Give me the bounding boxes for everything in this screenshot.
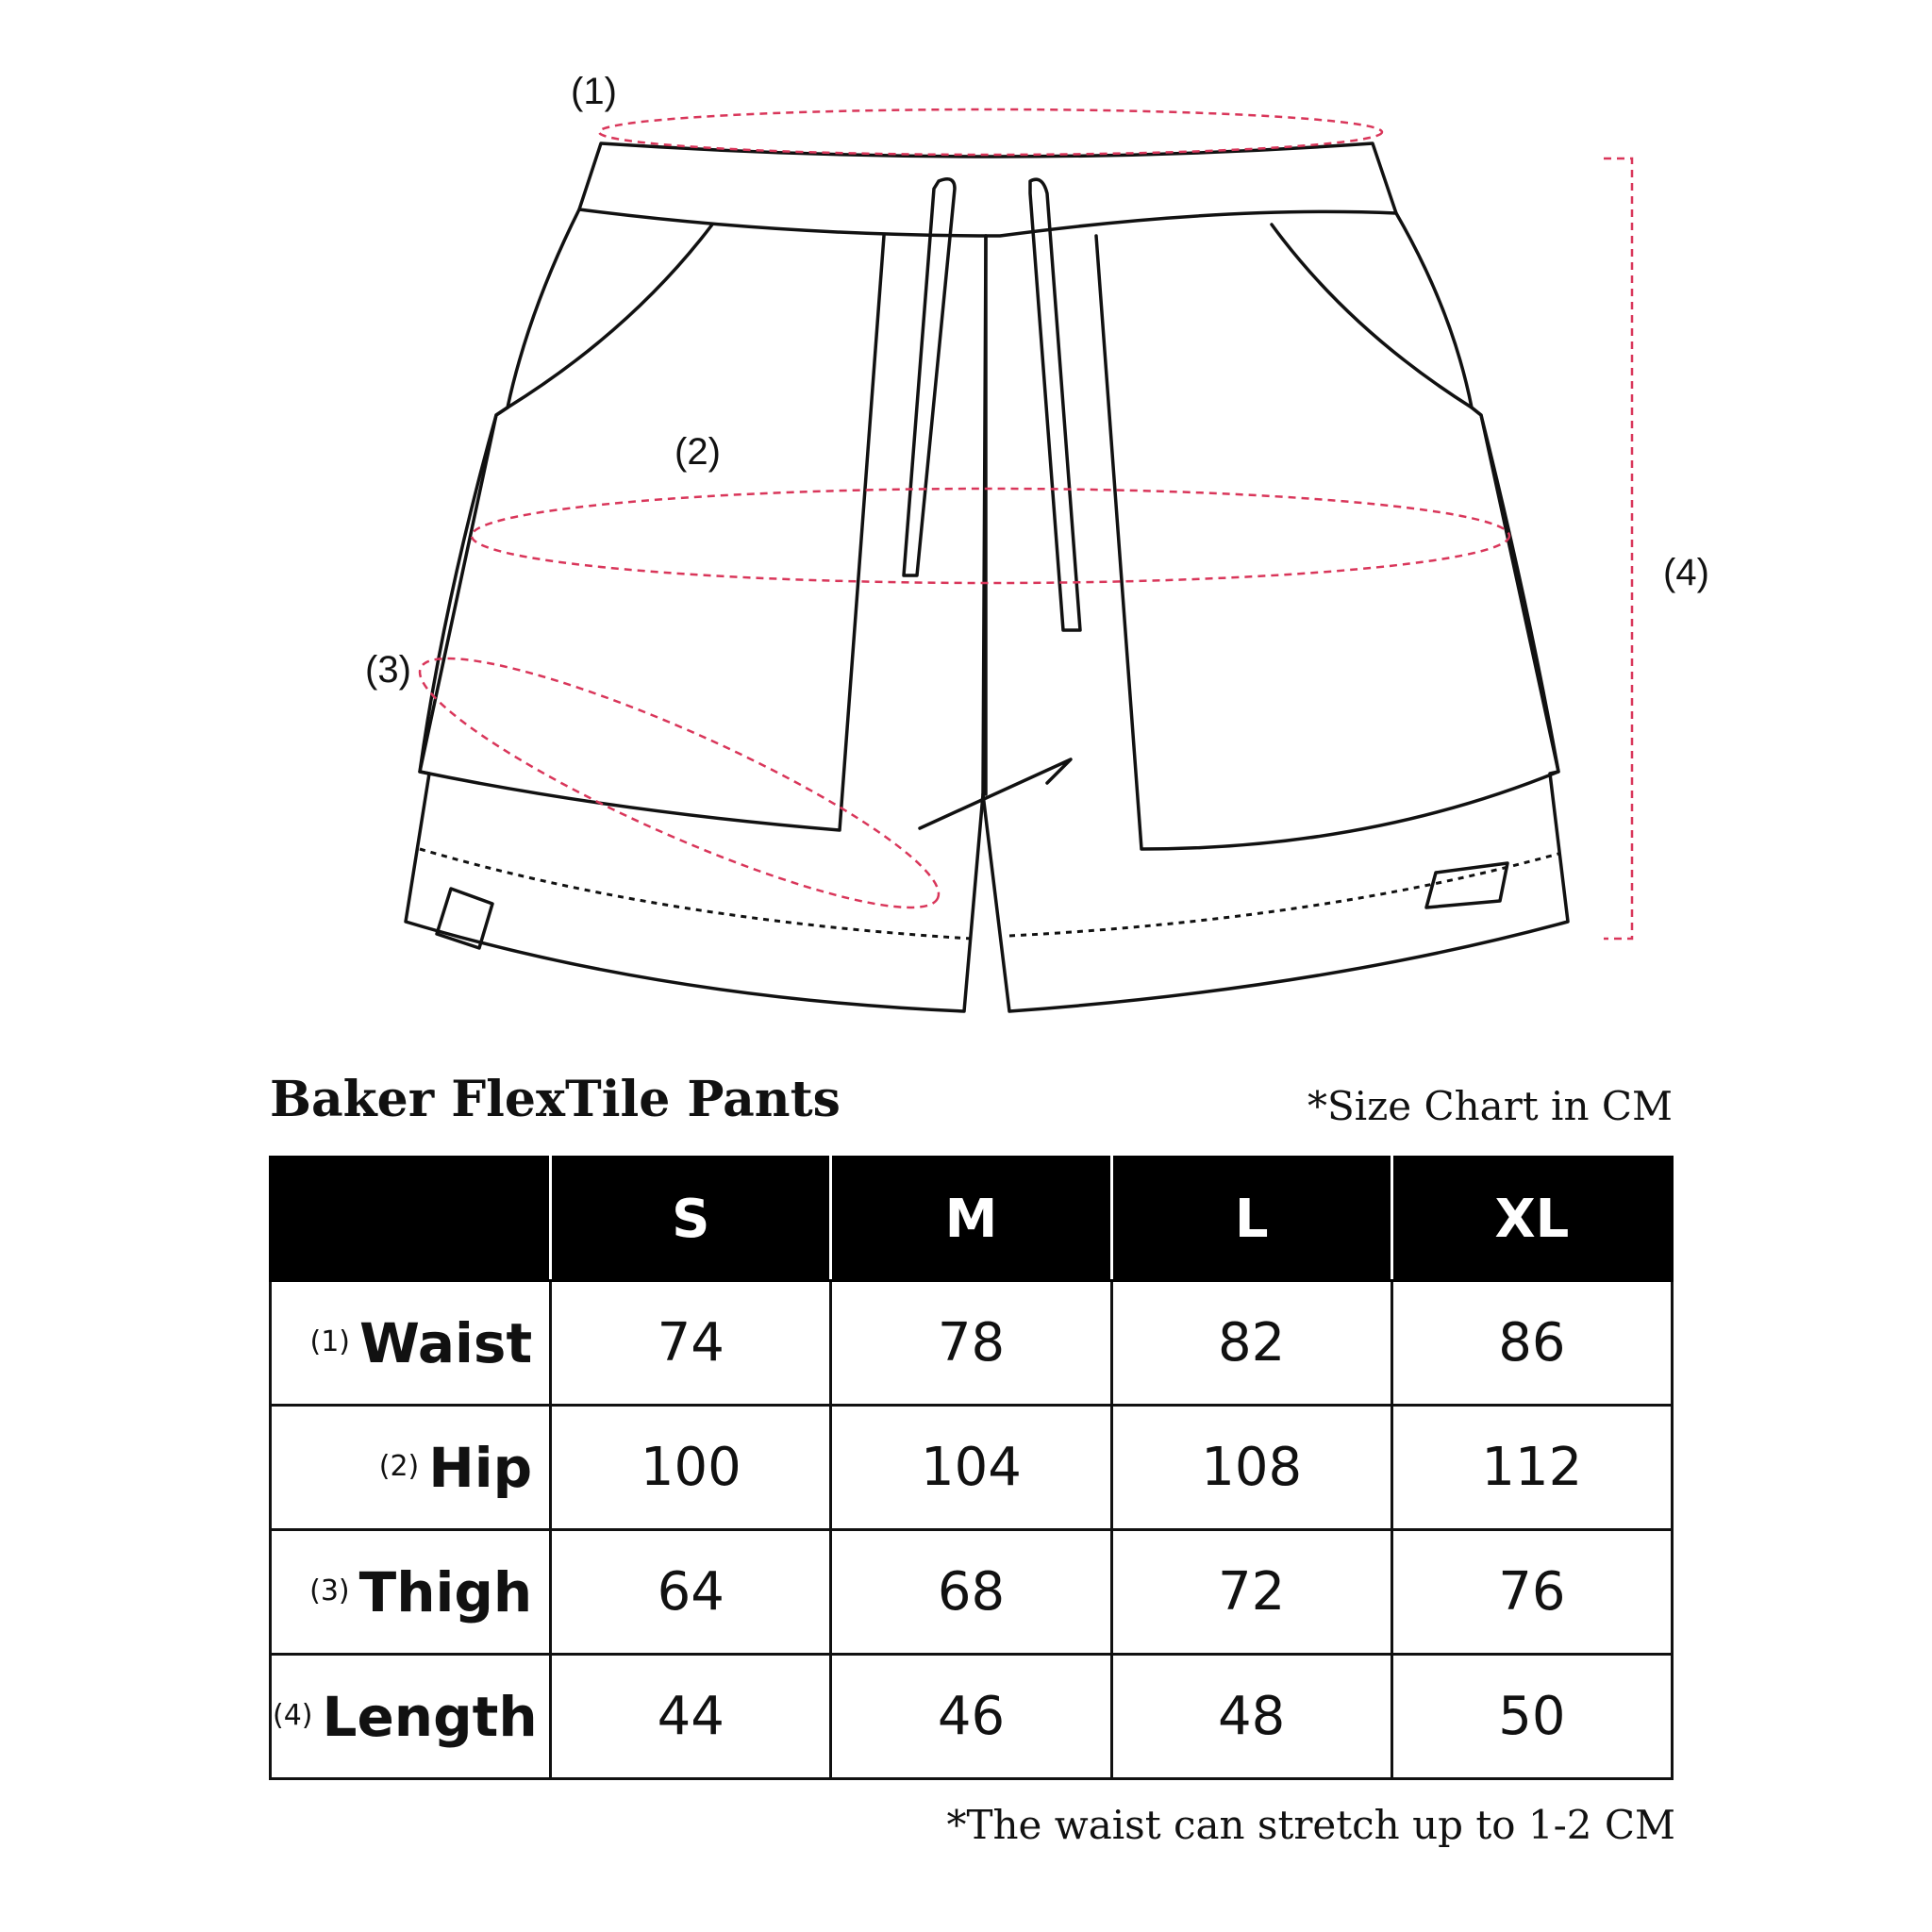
callout-hip: (2)	[675, 431, 721, 473]
table-cell: 76	[1391, 1530, 1672, 1655]
row-index: (1)	[309, 1324, 350, 1358]
stretch-footnote: *The waist can stretch up to 1-2 CM	[946, 1802, 1675, 1848]
row-label-waist	[271, 1281, 551, 1406]
right-pocket	[1272, 225, 1472, 408]
waist-guide	[599, 109, 1382, 155]
length-guide	[1604, 158, 1632, 939]
measure-name: Hip	[428, 1435, 533, 1500]
table-row-waist	[271, 1281, 1673, 1406]
row-label-thigh	[271, 1530, 551, 1655]
table-cell: 68	[831, 1530, 1111, 1655]
table-cell: 74	[551, 1281, 831, 1406]
table-cell: 46	[831, 1655, 1111, 1779]
size-header-row	[271, 1158, 1673, 1281]
table-row-hip	[271, 1406, 1673, 1530]
row-label-length	[271, 1655, 551, 1779]
row-index: (3)	[309, 1574, 350, 1607]
size-header-m: M	[831, 1158, 1111, 1281]
table-cell: 50	[1391, 1655, 1672, 1779]
size-header-s: S	[551, 1158, 831, 1281]
row-index: (4)	[273, 1698, 313, 1732]
fold-detail	[920, 759, 1071, 828]
table-cell: 44	[551, 1655, 831, 1779]
measure-name: Waist	[359, 1310, 533, 1375]
size-header-l: L	[1111, 1158, 1391, 1281]
hip-guide	[472, 489, 1509, 583]
table-cell: 64	[551, 1530, 831, 1655]
right-leg-outline	[983, 213, 1568, 1011]
table-cell: 78	[831, 1281, 1111, 1406]
table-cell: 100	[551, 1406, 831, 1530]
drawstring-right	[1030, 179, 1080, 630]
callout-thigh: (3)	[365, 649, 411, 691]
callout-length: (4)	[1663, 552, 1709, 593]
left-leg-outline	[406, 209, 986, 1011]
waistband	[579, 143, 1396, 236]
table-row-length	[271, 1655, 1673, 1779]
header-empty-cell	[271, 1158, 551, 1281]
table-cell: 86	[1391, 1281, 1672, 1406]
table-cell: 108	[1111, 1406, 1391, 1530]
table-cell: 48	[1111, 1655, 1391, 1779]
table-cell: 82	[1111, 1281, 1391, 1406]
measure-name: Thigh	[358, 1559, 533, 1624]
size-chart-table	[269, 1156, 1674, 1780]
drawstring-left	[904, 179, 955, 575]
table-cell: 104	[831, 1406, 1111, 1530]
unit-note: *Size Chart in CM	[1307, 1083, 1673, 1129]
right-pocket-panel	[1096, 236, 1558, 849]
measure-name: Length	[322, 1684, 538, 1749]
product-title: Baker FlexTile Pants	[270, 1071, 841, 1128]
left-hem-stitch	[420, 849, 972, 939]
size-header-xl: XL	[1391, 1158, 1672, 1281]
callout-waist: (1)	[571, 71, 617, 112]
table-cell: 72	[1111, 1530, 1391, 1655]
left-pocket	[508, 225, 712, 408]
table-cell: 112	[1391, 1406, 1672, 1530]
row-index: (2)	[378, 1449, 420, 1483]
row-label-hip	[271, 1406, 551, 1530]
table-row-thigh	[271, 1530, 1673, 1655]
left-pocket-panel	[420, 236, 884, 830]
